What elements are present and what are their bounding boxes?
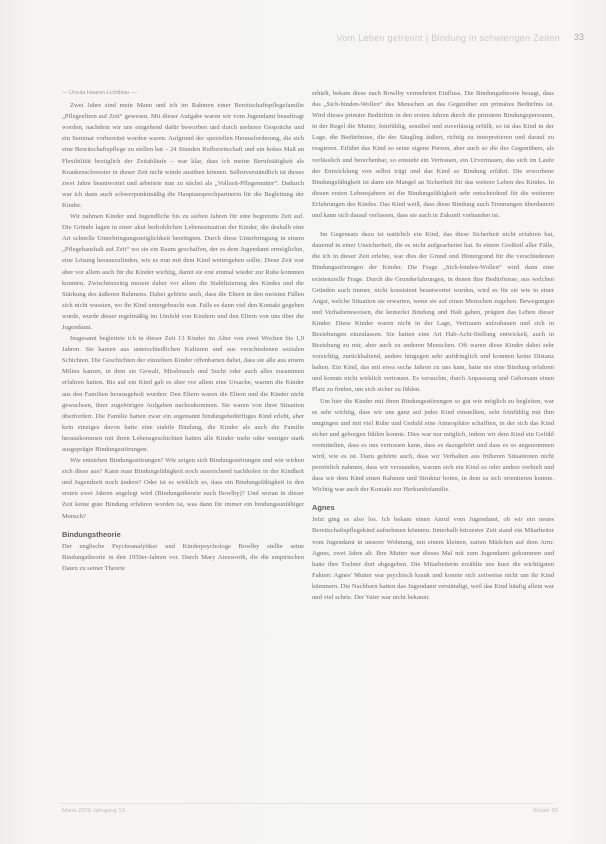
paragraph: Jetzt ging es also los. Ich bekam einen Anruf vom Jugendamt, ob wir ein neues Bereitschaftspflegekind aufnehmen könnten. Innerhalb kürzester Zeit stand ein Mitarbeiter vom Jugendamt in unserer Wohnung, mit einem kleinen, zarten Mädchen auf dem Arm: Agnes, zwei Jahre alt. Ihre Mutter war dieses Mal mit zum Jugendamt gekommen und hatte ihre Tochter dort abgegeben. Die Mitarbeiterin erzählte uns kurz die wichtigsten Fakten: Agnes' Mutter war psychisch krank und konnte sich zeitweise nicht um ihr Kind kümmern. Die Nachbarn hatten das Jugendamt verständigt, weil das Kind häufig allein war und viel schrie. Der Vater war nicht bekannt. (312, 516, 554, 602)
page-number: 33 (573, 32, 584, 42)
paragraph: Insgesamt begleitete ich in dieser Zeit 13 Kinder im Alter von zwei Wochen bis 1,9 Jahren. Sie kamen aus unterschiedlichen Kulturen und aus verschiedenen sozialen Schichten. Die Geschichten der einzelnen Kinder offenbarten dabei, dass sie alle aus einem Milieu kamen, in dem sie Gewalt, Missbrauch und Sucht oder auch alles zusammen erfahren hatten. Bis auf ein Kind gab es aber vor allem eine Ursache, warum die Kinder aus den Familien herausgeholt wurden: Den Eltern waren die Eltern und die Kinder nicht gewachsen, ihrer zugehörigen Aufgaben nachzukommen. Sie waren von ihrer Situation überfordert. Die Familie hatten zwar ein sogenannt bindungsbedürftiges Kind erlebt, aber kein einziges davon hatte eine stabile Bindung, die Kinder als auch die Familie herauskommen mit ihren Lebensgeschichten hatten alle Kinder mehr oder weniger stark ausgeprägte Bindungsstörungen. (62, 335, 304, 453)
left-column (62, 88, 304, 774)
right-column (312, 88, 554, 774)
paragraph: Wie entstehen Bindungsstörungen? Wie zeigen sich Bindungsstörungen und wie wirken sich diese aus? Kann man Bindungsfähigkeit noch ausreichend nachholen in der Kindheit und Jugendzeit noch ändern? Oder ist es wirklich so, dass ein Bindungsfähigkeit in den ersten zwei Jahren angelegt wird (Bindungstheorie nach Bowlby)? Und woran in dieser Zeit keine gute Bindung erfahren worden ist, was dann für immer ein bindungsunfähiger Mensch? (62, 457, 304, 520)
footer-right-text: Kinder 55 (533, 808, 558, 814)
footer-divider (62, 803, 554, 804)
running-title: Vom Leben getrennt | Bindung in schwierigen Zeiten (336, 33, 560, 43)
paragraph: Zwei Jahre sind mein Mann und ich im Rahmen einer Bereitschaftspflegefamilie „Pflegeeltern auf Zeit“ gewesen. Mit dieser Aufgabe waren wir vom Jugendamt beauftragt worden, nachdem wir uns eingehend dafür beworben und durch mehrere Gespräche und ein Seminar vorbereitet worden waren. Aufgrund der speziellen Herausforderung, die sich eine Bereitschaftspflege zu stellen hat – 24 Stunden Rufbereitschaft und ein hohes Maß an Flexibilität bezüglich der Zeitabläufe – war klar, dass ich meine Berufstätigkeit als Krankenschwester in dieser Zeit nicht würde ausüben können. Selbstverständlich ist dieses zwei Jahre beantwortet und arbeitete nun zu nächst als „Vollzeit-Pflegemutter“. Dadurch war ich dann auch schwerpunktmäßig die Hauptansprechpartnerin für die Begleitung der Kinder. (62, 102, 304, 209)
paragraph: Wir nahmen Kinder und Jugendliche bis zu sieben Jahren für eine begrenzte Zeit auf. Die Gründe lagen in einer akut bedrohlichen Lebenssituation der Kinder, die deshalb eine Art schnelle Unterbringungsmöglichkeit benötigten. Durch diese Unterbringung in einem „Pflegehaushalt auf Zeit“ wo sie ein Raum geschaffen, der es dem Jugendamt ermöglichte, eine Lösung herauszufinden, wie es nun mit dem Kind weitergehen sollte. Diese Zeit war aber vor allem auch für die Kinder wichtig, damit sie erst einmal wieder zur Ruhe kommen konnten. Zwischenzeitig musste daher vor allem die Stabilisierung des Kindes und die Stärkung des äußeren Rahmens. Dabei gehörte auch, dass die Eltern in den meisten Fällen sich nicht wussten, wo ihr Kind untergebracht war. Falls es dann viel den Kontakt gegeben wurde, wurde dieser regelmäßig im Umfeld von Kindern und den Eltern von uns über die Jugendamt. (62, 213, 304, 331)
paragraph: erhielt, bekam diese nach Bowlby vermehrten Einfluss. Die Bindungstheorie besagt, dass das „Sich-binden-Wollen“ des Menschen an das Gegenüber ein primäres Bedürfnis ist. Wird dieses primäre Bedürfnis in den ersten Jahren durch die primären Bindungspersonen, in der Regel die Mutter, feinfühlig, sensibel und zuverlässig erfüllt, so ist das Kind in der Lage, die Bedürfnisse, die der Säugling äußert, richtig zu interpretieren und darauf zu reagieren. Erfährt das Kind so seine eigene Person, aber auch so die des Gegenübers, als verlässlich und berechenbar, so entsteht ein Vertrauen, ein Urvertrauen, das sich im Laufe der Entwicklung von selbst trägt und das Kind so Bindung erfährt. Die erworbene Bindungsfähigkeit ist dann ein Mangel an Sicherheit für das weitere Leben des Kindes. In diesen ersten Lebensjahren ist die Bindungsfähigkeit sehr entscheidend für die weiteren Erfahrungen des Kindes. Das Kind weiß, dass diese Bindung auch Trennungen überdauern und kann sich darauf verlassen, dass sie auch in Zukunft vorhanden ist. (312, 90, 554, 220)
section-heading: Agnes (312, 503, 335, 513)
page-header (0, 0, 606, 70)
footer-left-text: Maria 2020 Jahrgang 13 (62, 808, 125, 814)
paragraph: Der englische Psychoanalytiker und Kinderpsychologe Bowlby stellte seine Bindungstheorie in den 1950er-Jahren vor. Durch Mary Ainsworth, die die empirischen Daten zu seiner Theorie (62, 542, 304, 572)
author-byline: — Ursula Haaren-Lichtblau — (62, 90, 137, 96)
paragraph: Um hier die Kinder mit ihren Bindungsstörungen so gut wie möglich zu begleiten, war es sehr wichtig, dass wir uns ganz auf jedes Kind einstellten, sehr feinfühlig mit ihm umgingen und mit viel Ruhe und Geduld eine Atmosphäre schafften, in der sich das Kind sicher und geborgen fühlen konnte. Dies war nur möglich, indem wir dem Kind ein Gefühl vermittelten, dass es uns vertrauen kann, dass es dazugehört und dass es so angenommen wird, wie es ist. Dazu gehörte auch, dass wir Verhalten aus früheren Situationen nicht persönlich nahmen, dass wir verstanden, warum sich ein Kind so oder anders verhielt und dass wir dem Kind einen Rahmen und Struktur boten, in dem es sich orientieren konnte. Wichtig war auch der Kontakt zur Herkunftsfamilie. (312, 397, 554, 494)
section-heading: Bindungstheorie (62, 529, 121, 539)
paragraph: Im Gegensatz dazu ist natürlich ein Kind, das diese Sicherheit nicht erfahren hat, dauernd in einer Unsicherheit, die es nicht aufgearbeitet hat. In einem Großteil aller Fälle, die ich in dieser Zeit erlebte, war dies der Grund und Hintergrund für die verschiedenen Bindungsstörungen der Kinder. Die Frage „Sich-binden-Wollen“ wird dann eine existenzielle Frage. Durch die Grunderfahrungen, in denen ihre Bedürfnisse, aus welchen Gründen auch immer, nicht konsistent beantwortet wurden, wird es für sie wie in einer Angst, welche Situation sie erwarten, wenn sie auf einen Menschen zugehen. Bewegungen und Verhaltensweisen, die keinerlei Bindung und Halt gaben, prägten das Leben dieser Kinder. Diese Kinder waren nicht in der Lage, Vertrauen aufzubauen und sich in Beziehungen einzulassen. Sie hatten eine Art Hab-Acht-Stellung entwickelt, auch in Beziehung zu mir, aber auch zu anderen Menschen. Oft waren diese Kinder dabei sehr vorsichtig, zurückhaltend, andere hingegen sehr aufdringlich und konnten keine Distanz halten. Ein Kind, das mit etwa sechs Jahren zu uns kam, hatte nie eine Bindung erfahren und konnte nicht wirklich vertrauen. Es versuchte, durch Anpassung und Gehorsam einen Platz zu finden, um sich sicher zu fühlen. (312, 231, 554, 394)
